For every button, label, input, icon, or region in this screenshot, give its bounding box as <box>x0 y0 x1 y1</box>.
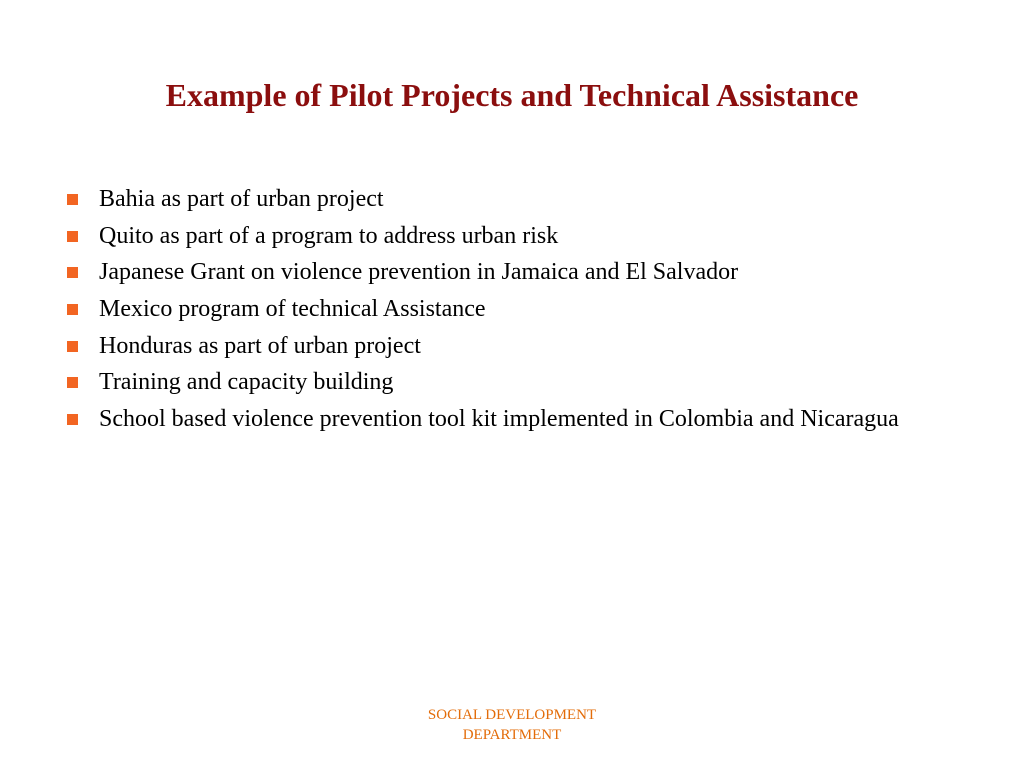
bullet-text: School based violence prevention tool kit implemented in Colombia and Nicaragua <box>99 406 899 433</box>
bullet-item <box>62 404 962 435</box>
bullet-item <box>62 294 962 325</box>
square-bullet-icon <box>67 231 78 242</box>
square-bullet-icon <box>67 194 78 205</box>
bullet-text: Honduras as part of urban project <box>99 332 421 359</box>
bullet-text: Training and capacity building <box>99 369 394 396</box>
footer-line-2: DEPARTMENT <box>462 727 562 743</box>
bullet-item <box>62 221 962 252</box>
bullet-text: Japanese Grant on violence prevention in Jamaica and El Salvador <box>99 259 739 286</box>
bullet-item <box>62 367 962 398</box>
bullet-text: Mexico program of technical Assistance <box>99 296 486 323</box>
footer-line-1: SOCIAL DEVELOPMENT <box>427 707 597 723</box>
slide-title: Example of Pilot Projects and Technical Assistance <box>165 77 859 113</box>
bullet-item <box>62 331 962 362</box>
bullet-text: Quito as part of a program to address urban risk <box>99 222 559 249</box>
bullet-text: Bahia as part of urban project <box>99 186 384 212</box>
square-bullet-icon <box>67 377 78 388</box>
bullet-item <box>62 257 962 288</box>
square-bullet-icon <box>67 341 78 352</box>
footer-department <box>0 705 1024 745</box>
square-bullet-icon <box>67 267 78 278</box>
bullet-list <box>62 184 962 441</box>
square-bullet-icon <box>67 414 78 425</box>
square-bullet-icon <box>67 304 78 315</box>
bullet-item <box>62 184 962 215</box>
